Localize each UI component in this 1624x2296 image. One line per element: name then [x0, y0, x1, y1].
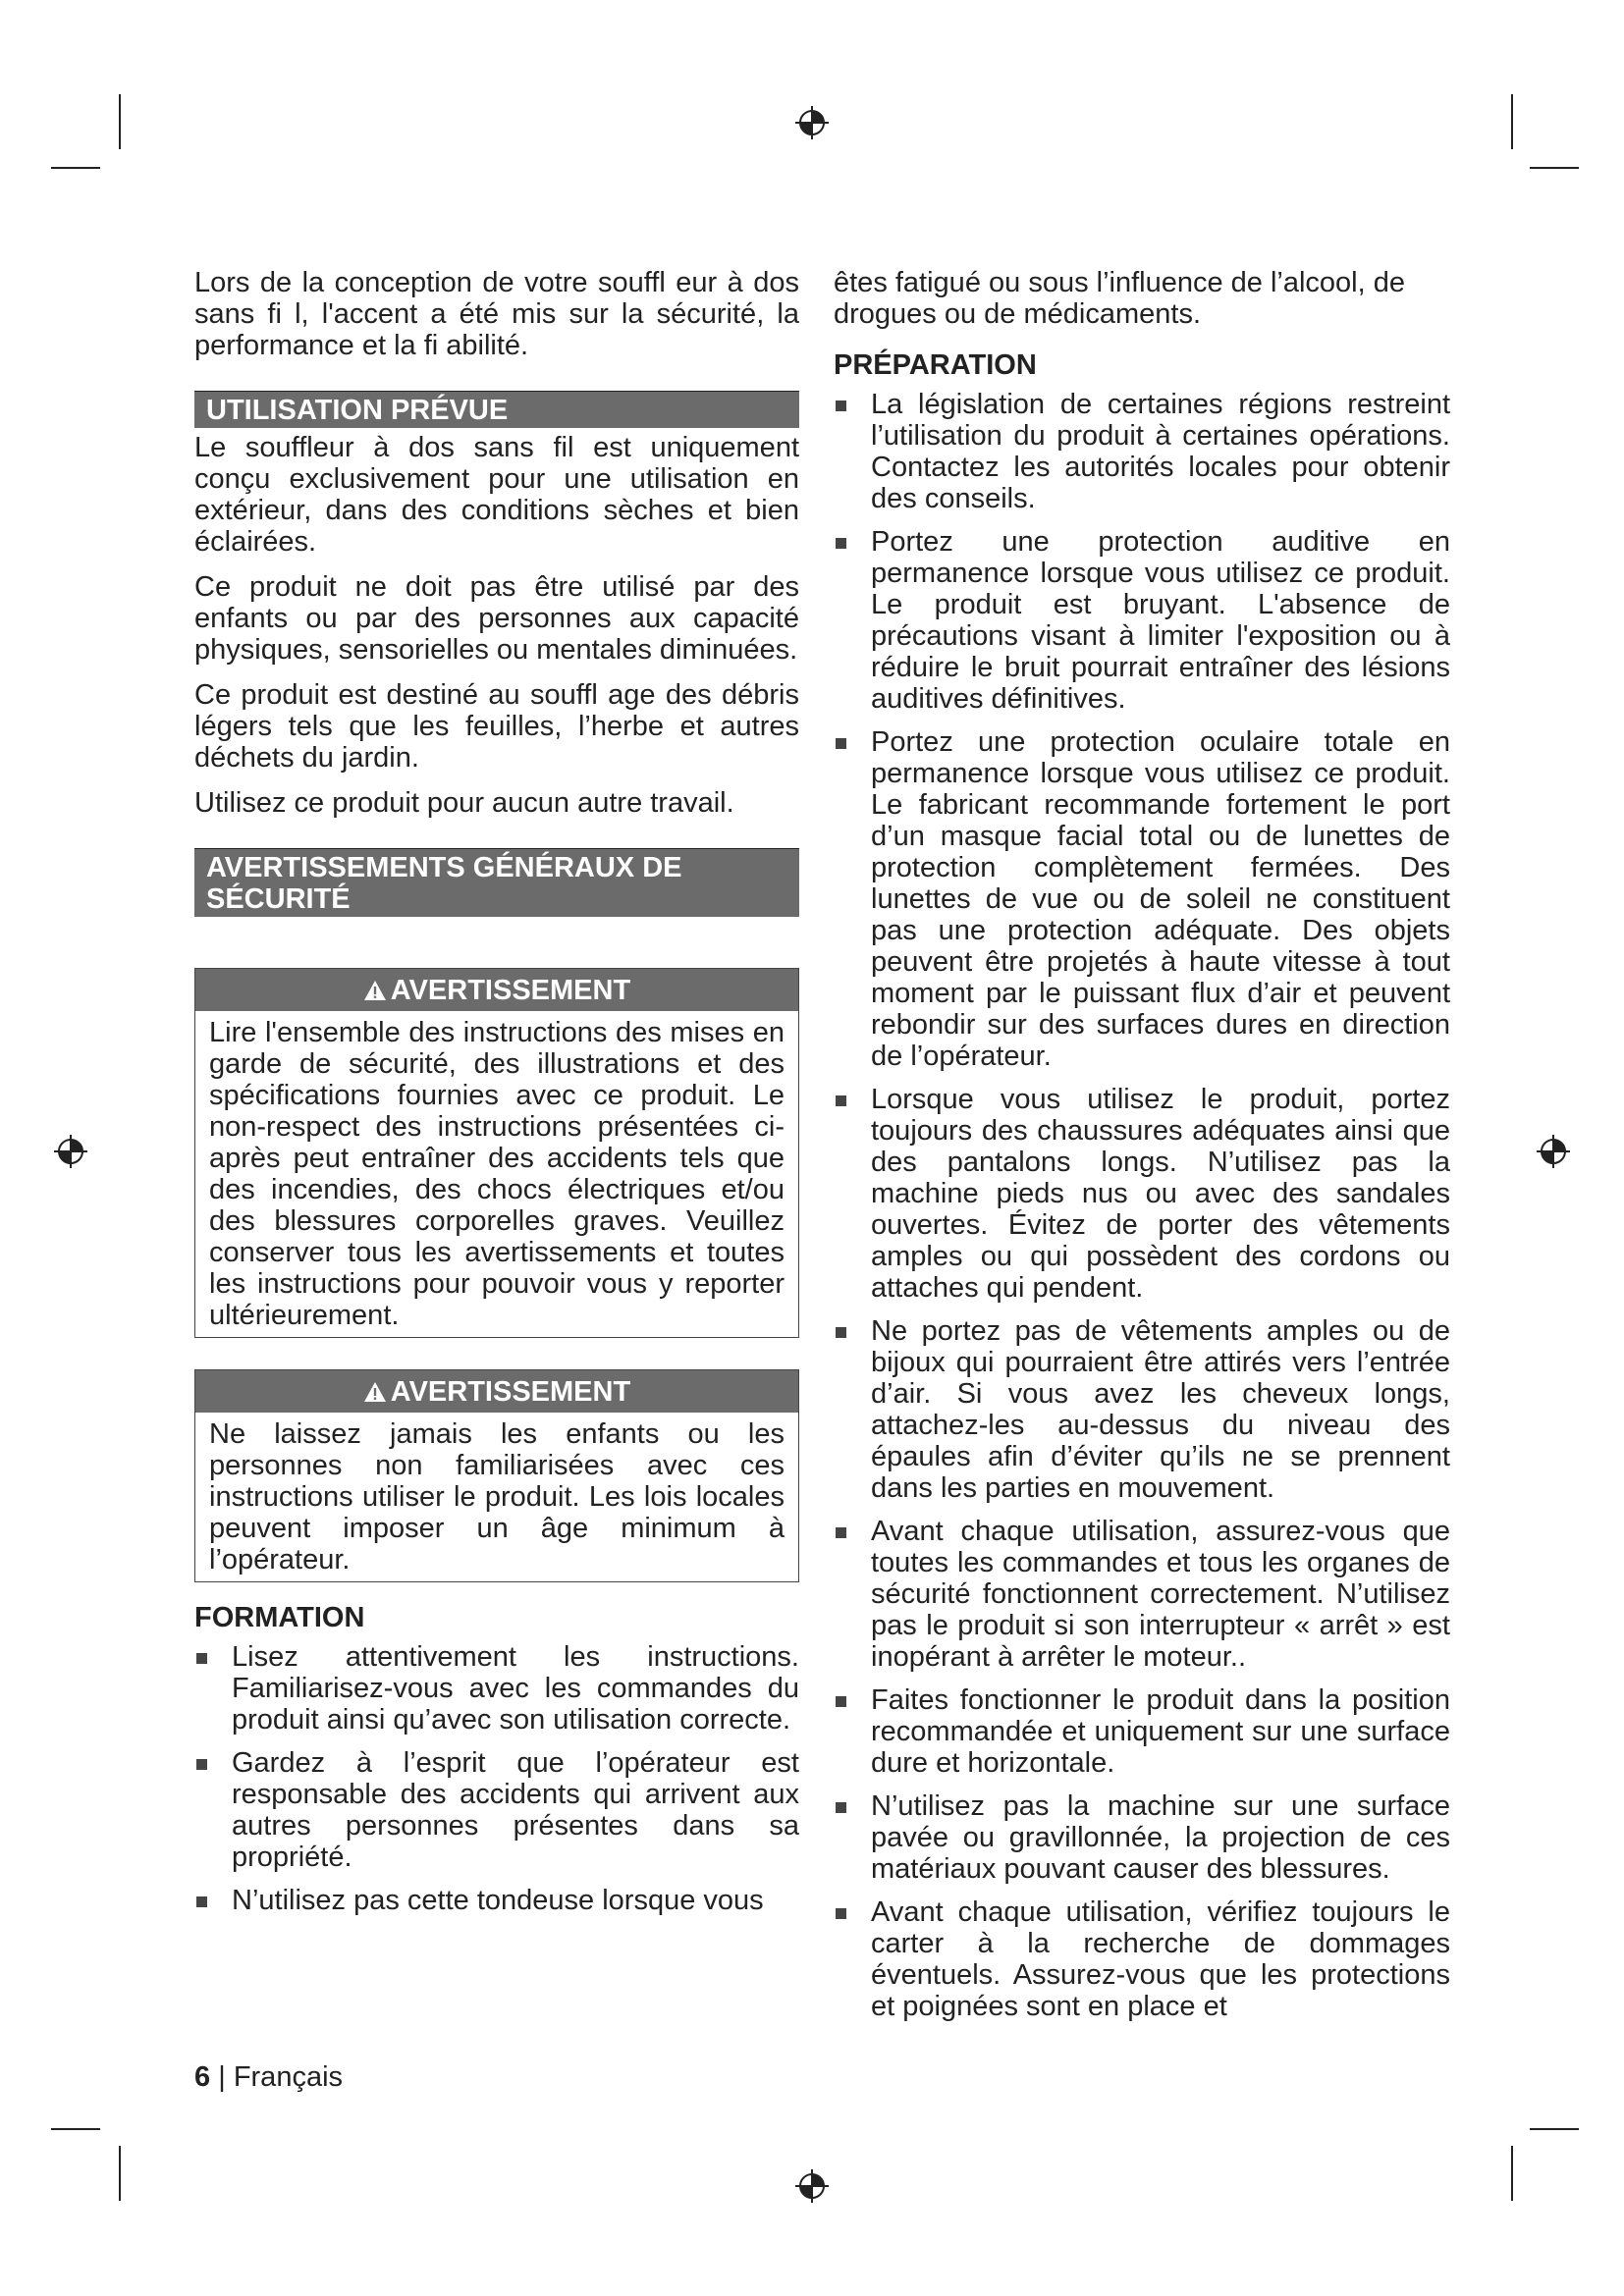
warning-box	[194, 968, 799, 1338]
right-column	[834, 267, 1450, 2034]
list-item: Avant chaque utilisation, vérifiez toujours le carter à la recherche de dommages éventuels. Assurez-vous que les protections et poignées sont en place et	[834, 1896, 1450, 2022]
preparation-list	[834, 389, 1450, 2022]
registration-mark-icon	[54, 1135, 87, 1168]
crop-mark	[119, 2146, 121, 2201]
list-item: Lorsque vous utilisez le produit, portez toujours des chaussures adéquates ainsi que des pantalons longs. N’utilisez pas la machine pieds nus ou avec des sandales ouvertes. Évitez de porter des vêtements amples ou qui possèdent des cordons ou attaches qui pendent.	[834, 1084, 1450, 1304]
formation-list	[194, 1641, 799, 1916]
section-heading-general-warnings: AVERTISSEMENTS GÉNÉRAUX DE SÉCURITÉ	[194, 848, 799, 917]
list-item: N’utilisez pas cette tondeuse lorsque vous	[194, 1885, 799, 1916]
crop-mark	[51, 167, 100, 169]
list-item: Portez une protection oculaire totale en permanence lorsque vous utilisez ce produit. Le fabricant recommande fortement le port d’un masque facial total ou de lunettes de protection complètement fermées. Des lunettes de vue ou de soleil ne constituent pas une protection adéquate. Des objets peuvent être projetés à haute vitesse à tout moment par le puissant flux d’air et peuvent rebondir sur des surfaces dures en direction de l’opérateur.	[834, 726, 1450, 1072]
list-item: Faites fonctionner le produit dans la position recommandée et uniquement sur une surface dure et horizontale.	[834, 1684, 1450, 1779]
warning-box	[194, 1369, 799, 1582]
registration-mark-icon	[1537, 1135, 1570, 1168]
crop-mark	[1530, 167, 1579, 169]
bullet-icon	[836, 738, 846, 749]
warning-header	[195, 969, 798, 1011]
registration-mark-icon	[795, 106, 829, 139]
bullet-icon	[196, 1759, 207, 1770]
paragraph: Le souffleur à dos sans fil est uniquement conçu exclusivement pour une utilisation en extérieur, dans des conditions sèches et bien éclairées.	[194, 432, 799, 558]
warning-triangle-icon	[363, 1381, 387, 1403]
warning-title: AVERTISSEMENT	[390, 975, 631, 1006]
paragraph: Ce produit ne doit pas être utilisé par des enfants ou par des personnes aux capacité physiques, sensorielles ou mentales diminuées.	[194, 571, 799, 666]
crop-mark	[1511, 94, 1513, 149]
intro-paragraph: Lors de la conception de votre souffl eur à dos sans fi l, l'accent a été mis sur la sécurité, la performance et la fi abilité.	[194, 267, 799, 361]
bullet-icon	[836, 1327, 846, 1338]
crop-mark	[1511, 2146, 1513, 2201]
warning-header	[195, 1370, 798, 1413]
list-item: Avant chaque utilisation, assurez-vous que toutes les commandes et tous les organes de sécurité fonctionnent correctement. N’utilisez pas le produit si son interrupteur « arrêt » est inopérant à arrêter le moteur..	[834, 1516, 1450, 1673]
list-item: La législation de certaines régions restreint l’utilisation du produit à certaines opérations. Contactez les autorités locales pour obtenir des conseils.	[834, 389, 1450, 514]
left-column	[194, 267, 799, 1928]
page-number: 6	[194, 2061, 211, 2093]
footer-separator: |	[218, 2061, 226, 2093]
paragraph: Utilisez ce produit pour aucun autre travail.	[194, 787, 734, 819]
footer-language: Français	[233, 2061, 344, 2093]
list-item: Gardez à l’esprit que l’opérateur est responsable des accidents qui arrivent aux autres personnes présentes dans sa propriété.	[194, 1747, 799, 1873]
list-item: Lisez attentivement les instructions. Familiarisez-vous avec les commandes du produit ainsi qu’avec son utilisation correcte.	[194, 1641, 799, 1735]
bullet-icon	[836, 1908, 846, 1919]
list-item: Ne portez pas de vêtements amples ou de bijoux qui pourraient être attirés vers l’entrée d’air. Si vous avez les cheveux longs, attachez-les au-dessus du niveau des épaules afin d’éviter qu’ils ne se prennent dans les parties en mouvement.	[834, 1315, 1450, 1504]
crop-mark	[51, 2128, 100, 2130]
paragraph: Ce produit est destiné au souffl age des débris légers tels que les feuilles, l’herbe et autres déchets du jardin.	[194, 679, 799, 774]
list-item: Portez une protection auditive en permanence lorsque vous utilisez ce produit. Le produit est bruyant. L'absence de précautions visant à limiter l'exposition ou à réduire le bruit pourrait entraîner des lésions auditives définitives.	[834, 526, 1450, 715]
continuation-paragraph: êtes fatigué ou sous l’influence de l’alcool, de drogues ou de médicaments.	[834, 267, 1405, 330]
registration-mark-icon	[795, 2169, 829, 2203]
bullet-icon	[836, 538, 846, 549]
subheading-formation: FORMATION	[194, 1602, 365, 1633]
section-heading-intended-use: UTILISATION PRÉVUE	[194, 391, 799, 428]
bullet-icon	[836, 1802, 846, 1813]
bullet-icon	[836, 1696, 846, 1707]
crop-mark	[119, 94, 121, 149]
warning-text: Lire l'ensemble des instructions des mises en garde de sécurité, des illustrations et des spécifications fournies avec ce produit. Le non-respect des instructions présentées ci-après peut entraîner des accidents tels que des incendies, des chocs électriques et/ou des blessures corporelles graves. Veuillez conserver tous les avertissements et toutes les instructions pour pouvoir vous y reporter ultérieurement.	[209, 1017, 785, 1331]
bullet-icon	[836, 1527, 846, 1538]
page-footer	[194, 2061, 343, 2093]
warning-triangle-icon	[363, 980, 387, 1001]
crop-mark	[1530, 2128, 1579, 2130]
bullet-icon	[196, 1896, 207, 1907]
warning-title: AVERTISSEMENT	[390, 1376, 631, 1408]
bullet-icon	[836, 400, 846, 411]
bullet-icon	[196, 1653, 207, 1664]
warning-text: Ne laissez jamais les enfants ou les personnes non familiarisées avec ces instructions utiliser le produit. Les lois locales peuvent imposer un âge minimum à l’opérateur.	[209, 1418, 785, 1575]
bullet-icon	[836, 1095, 846, 1106]
list-item: N’utilisez pas la machine sur une surface pavée ou gravillonnée, la projection de ces matériaux pouvant causer des blessures.	[834, 1790, 1450, 1885]
subheading-preparation: PRÉPARATION	[834, 349, 1037, 381]
